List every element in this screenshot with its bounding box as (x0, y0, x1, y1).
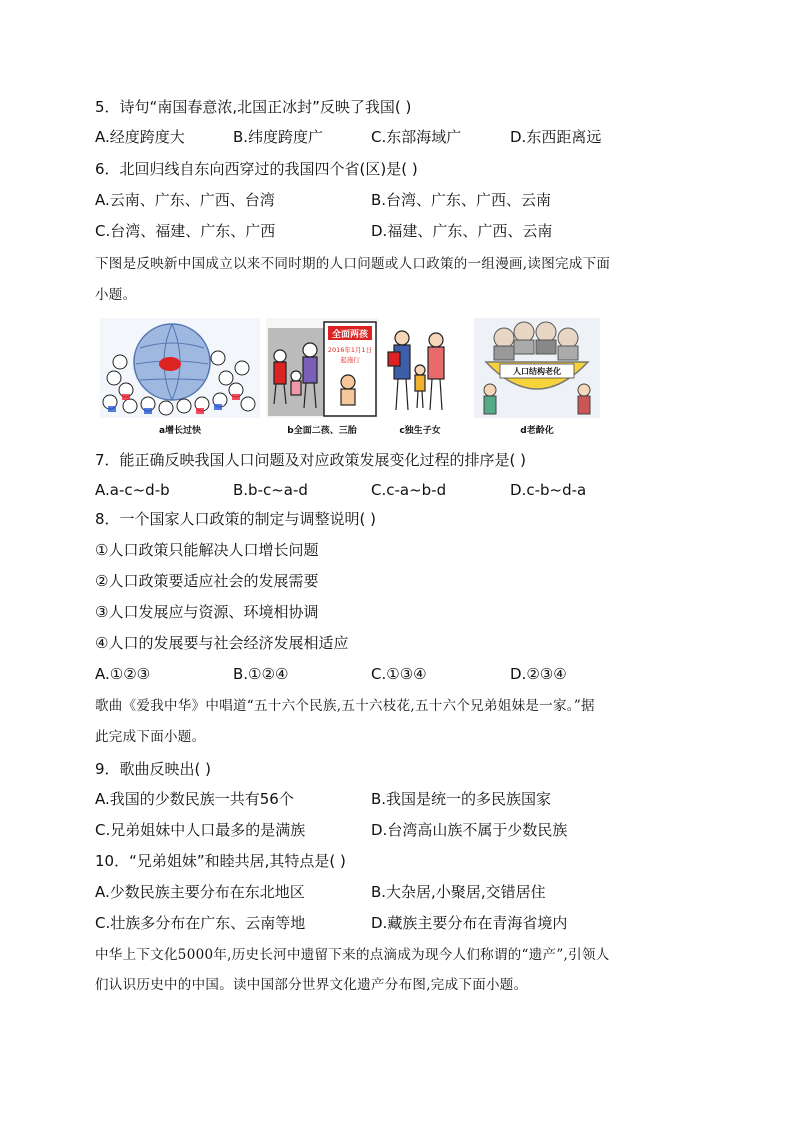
intro1-line1: 下图是反映新中国成立以来不同时期的人口问题或人口政策的一组漫画,读图完成下面 (95, 256, 611, 272)
q9-stem: 9．歌曲反映出( ) (95, 760, 212, 778)
q6-option-b: B.台湾、广东、广西、云南 (371, 191, 552, 209)
q10-option-c: C.壮族多分布在广东、云南等地 (95, 914, 306, 932)
q5-option-c: C.东部海域广 (371, 128, 462, 146)
cartoon-b-sign-action: 起施行 (340, 356, 360, 364)
cartoon-d-image (474, 318, 600, 418)
q8-statement-2: ②人口政策要适应社会的发展需要 (95, 572, 319, 590)
q6-option-a: A.云南、广东、广西、台湾 (95, 191, 275, 209)
q9-option-a: A.我国的少数民族一共有56个 (95, 790, 294, 808)
q6-option-c: C.台湾、福建、广东、广西 (95, 222, 276, 240)
cartoon-b-caption: b全面二孩、三胎 (287, 426, 357, 436)
cartoon-d-banner: 人口结构老化 (513, 367, 561, 376)
q5-option-b: B.纬度跨度广 (233, 128, 324, 146)
cartoon-b-sign-date: 2016年1月1日 (327, 346, 373, 354)
cartoon-b-image (266, 318, 378, 418)
q6-option-d: D.福建、广东、广西、云南 (371, 222, 553, 240)
q10-stem: 10．“兄弟姐妹”和睦共居,其特点是( ) (95, 852, 346, 870)
q8-statement-1: ①人口政策只能解决人口增长问题 (95, 541, 319, 559)
q8-option-d: D.②③④ (510, 665, 567, 683)
cartoon-b-sign-title: 全面两孩 (331, 330, 369, 340)
q7-option-b: B.b-c~a-d (233, 481, 308, 499)
q7-stem: 7．能正确反映我国人口问题及对应政策发展变化过程的排序是( ) (95, 451, 527, 469)
intro3-line1: 中华上下文化5000年,历史长河中遗留下来的点滴成为现今人们称谓的“遗产”,引领人 (95, 947, 610, 963)
q9-option-c: C.兄弟姐妹中人口最多的是满族 (95, 821, 306, 839)
intro2-line1: 歌曲《爱我中华》中唱道“五十六个民族,五十六枝花,五十六个兄弟姐妹是一家。”据 (95, 698, 595, 714)
q8-stem: 8．一个国家人口政策的制定与调整说明( ) (95, 510, 377, 528)
q8-option-a: A.①②③ (95, 665, 151, 683)
cartoon-a-image (100, 318, 260, 418)
cartoon-d-caption: d老龄化 (520, 426, 554, 436)
q10-option-d: D.藏族主要分布在青海省境内 (371, 914, 568, 932)
q8-statement-3: ③人口发展应与资源、环境相协调 (95, 603, 319, 621)
q10-option-b: B.大杂居,小聚居,交错居住 (371, 883, 546, 901)
q8-option-b: B.①②④ (233, 665, 289, 683)
cartoon-c-caption: c独生子女 (399, 426, 441, 436)
intro1-line2: 小题。 (95, 287, 137, 303)
q7-option-d: D.c-b~d-a (510, 481, 587, 499)
q6-stem: 6．北回归线自东向西穿过的我国四个省(区)是( ) (95, 160, 418, 178)
intro3-line2: 们认识历史中的中国。读中国部分世界文化遗产分布图,完成下面小题。 (95, 977, 528, 993)
q5-option-d: D.东西距离远 (510, 128, 602, 146)
q5-option-a: A.经度跨度大 (95, 128, 185, 146)
q7-option-a: A.a-c~d-b (95, 481, 170, 499)
q7-option-c: C.c-a~b-d (371, 481, 447, 499)
q9-option-d: D.台湾高山族不属于少数民族 (371, 821, 568, 839)
q10-option-a: A.少数民族主要分布在东北地区 (95, 883, 305, 901)
intro2-line2: 此完成下面小题。 (95, 729, 206, 745)
q5-stem: 5．诗句“南国春意浓,北国正冰封”反映了我国( ) (95, 98, 412, 116)
q8-statement-4: ④人口的发展要与社会经济发展相适应 (95, 634, 349, 652)
cartoon-c-image (384, 318, 456, 418)
q8-option-c: C.①③④ (371, 665, 427, 683)
cartoon-a-caption: a增长过快 (158, 426, 202, 436)
q9-option-b: B.我国是统一的多民族国家 (371, 790, 552, 808)
